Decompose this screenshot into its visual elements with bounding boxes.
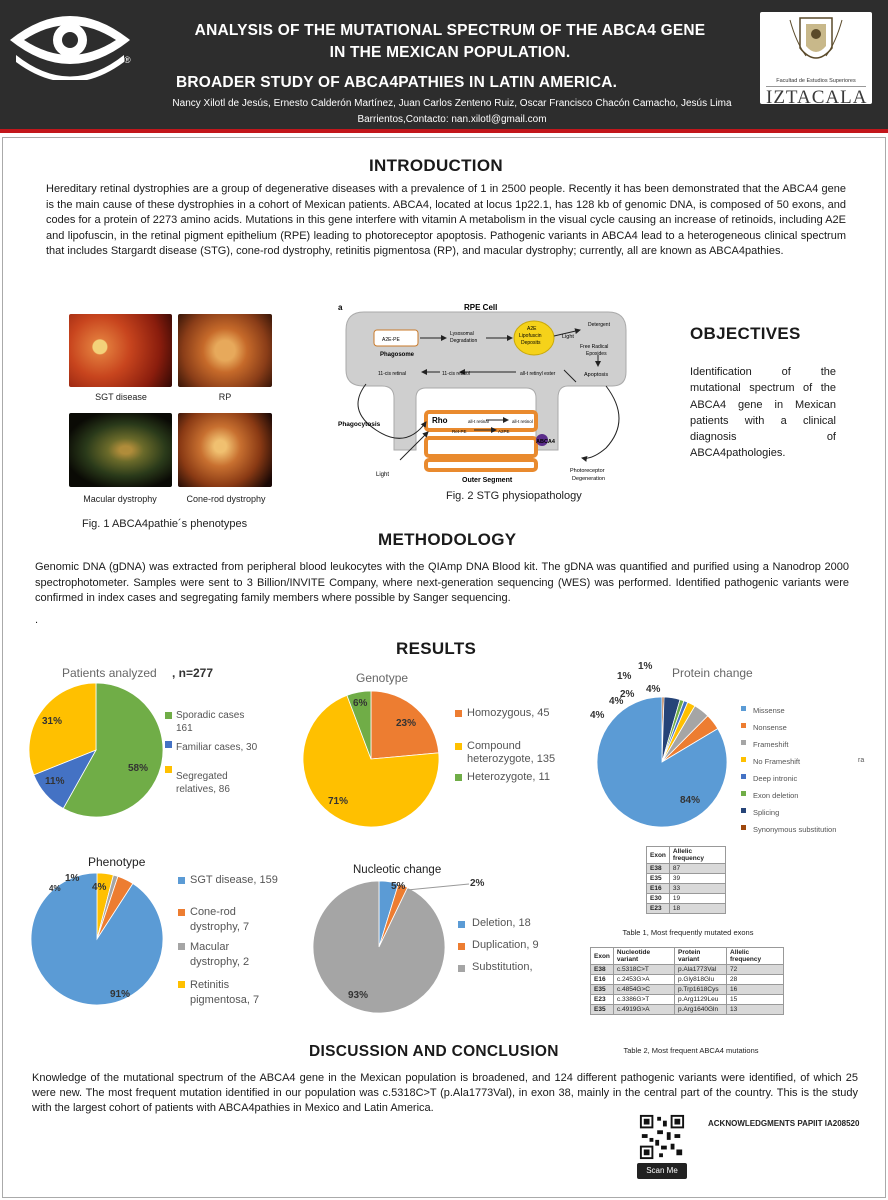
fundus-photo-sgt — [69, 314, 172, 387]
chart2-legend-swatch-homozygous — [455, 710, 462, 717]
chart5-legend-swatch-substitution — [458, 965, 465, 972]
chart1-legend-sporadic-count: 161 — [176, 723, 193, 734]
table-cell: 33 — [669, 884, 725, 894]
chart4-pct-rp: 4% — [92, 882, 107, 893]
chart3-pct-exondeletion: 1% — [638, 661, 653, 672]
chart1-legend-swatch-sporadic — [165, 712, 172, 719]
table-cell: 13 — [727, 1005, 784, 1015]
fig2-free-radical: Free Radical — [580, 344, 609, 350]
fig2-caption: Fig. 2 STG physiopathology — [446, 490, 582, 502]
chart4-title: Phenotype — [88, 855, 146, 869]
chart3-legend-exon-deletion: Exon deletion — [753, 791, 799, 800]
chart1-title: Patients analyzed — [62, 666, 157, 680]
table-cell: c.4919G>A — [613, 1005, 674, 1015]
table-cell: p.Trp1618Cys — [674, 985, 726, 995]
chart1-legend-sporadic — [176, 709, 244, 735]
chart2-legend-compound-count: heterozygote, 135 — [467, 753, 556, 765]
unam-name: IZTACALA — [766, 87, 868, 108]
table2-caption: Table 2, Most frequent ABCA4 mutations — [623, 1046, 759, 1055]
title-line-3: BROADER STUDY OF ABCA4PATHIES IN LATIN AMERICA. — [176, 74, 618, 91]
table-cell: 15 — [727, 995, 784, 1005]
fig2-epoxides: Epoxides — [586, 351, 607, 357]
chart4-legend-swatch-macular — [178, 943, 185, 950]
chart5-legend-duplication: Duplication, 9 — [472, 939, 539, 951]
fig2-lipofuscin: Lipofuscin — [519, 333, 542, 339]
fig2-phagocytosis: Phagocytosis — [338, 421, 381, 428]
table1-header-exon: Exon — [647, 847, 670, 864]
fig2-a2e-pe: A2E-PE — [382, 337, 400, 343]
chart2-pct-homozygous: 23% — [396, 718, 417, 729]
table-cell: c.3386G>T — [613, 995, 674, 1005]
chart3-legend-swatch-1 — [741, 723, 746, 728]
table-cell: p.Arg1129Leu — [674, 995, 726, 1005]
table-cell: p.Gly818Glu — [674, 975, 726, 985]
chart4-pct-sgt: 91% — [110, 989, 131, 1000]
chart4-legend-swatch-sgt — [178, 877, 185, 884]
table2-header-protein: Protein variant — [674, 948, 726, 965]
authors-line-1: Nancy Xilotl de Jesús, Ernesto Calderón Martínez, Juan Carlos Zenteno Ruiz, Oscar Francisco Chacón Camacho, Jesús Lima — [172, 98, 732, 109]
table-row — [591, 965, 784, 975]
chart5-title: Nucleotic change — [353, 864, 442, 876]
chart2-legend-heterozygote: Heterozygote, 11 — [467, 771, 550, 783]
intro-heading: INTRODUCTION — [369, 156, 503, 175]
chart3-legend-swatch-6 — [741, 808, 746, 813]
chart1-subtitle: , n=277 — [172, 666, 214, 680]
chart2-pie — [302, 690, 440, 828]
table-cell: 18 — [669, 904, 725, 914]
chart2-title: Genotype — [356, 671, 409, 685]
results-heading: RESULTS — [396, 639, 477, 658]
pie-slice-substitution — [313, 881, 445, 1013]
chart1-pct-segregated: 31% — [42, 716, 63, 727]
table1-mutated-exons — [646, 846, 726, 914]
chart5-legend-swatch-duplication — [458, 943, 465, 950]
discussion-text: Knowledge of the mutational spectrum of the ABCA4 gene in the Mexican population is broadened, and 124 different pathogenic variants were identified, of which 25 were new. The most frequent mutation identified in our population was c.5318C>T (p.Ala1773Val), in exon 38, mainly in the central part of the country. This is the study with the largest cohort of patients with ABCA4pathies in Mexico and Latin America. — [32, 1072, 858, 1114]
table-cell: E38 — [647, 864, 670, 874]
table-cell: E16 — [647, 884, 670, 894]
fig1-label-sgt: SGT disease — [95, 392, 147, 402]
chart1-pie — [28, 682, 164, 818]
table-cell: p.Arg1640Gln — [674, 1005, 726, 1015]
chart2-legend-compound — [467, 740, 555, 766]
acknowledgments: ACKNOWLEDGMENTS PAPIIT IA208520 — [708, 1119, 860, 1128]
objectives-heading: OBJECTIVES — [690, 324, 801, 343]
fig2-deposits: Deposits — [521, 340, 541, 346]
chart5-legend-deletion: Deletion, 18 — [472, 917, 531, 929]
chart3-legend-synonymous-substitution: Synonymous substitution — [753, 825, 837, 834]
chart4-legend-rp-count: pigmentosa, 7 — [190, 994, 260, 1006]
chart3-legend-swatch-4 — [741, 774, 746, 779]
fundus-photo-macular — [69, 413, 172, 487]
chart4-legend-macular-count: dystrophy, 2 — [190, 956, 250, 968]
chart4-legend-conerod-label: Cone-rod — [190, 906, 236, 918]
chart4-legend-sgt: SGT disease, 159 — [190, 874, 278, 886]
fundus-photo-rp — [178, 314, 272, 387]
chart4-pct-conerod: 4% — [49, 884, 61, 893]
fig2-all-t-retinol: all-t retinol — [512, 419, 533, 424]
table-cell: 16 — [727, 985, 784, 995]
table-cell: E30 — [647, 894, 670, 904]
qr-code-icon[interactable] — [638, 1112, 686, 1162]
fig2-light: Light — [376, 472, 390, 478]
chart4-pct-macular: 1% — [65, 873, 80, 884]
fig2-outer-segment: Outer Segment — [462, 477, 513, 484]
table-cell: E23 — [647, 904, 670, 914]
chart5-pct-duplication: 2% — [470, 878, 485, 889]
chart5-pct-substitution: 93% — [348, 990, 369, 1001]
fig2-degeneration: Degeneration — [572, 476, 606, 482]
table-row — [647, 904, 726, 914]
chart3-legend-swatch-5 — [741, 791, 746, 796]
stg-physiopathology-diagram — [336, 300, 636, 488]
fig2-rpe-cell: RPE Cell — [464, 303, 498, 312]
chart3-legend-deep-intronic: Deep intronic — [753, 774, 798, 783]
fig2-panel-label: a — [338, 303, 343, 312]
table2-header-frequency: Allelic frequency — [727, 948, 784, 965]
fig1-label-rp: RP — [218, 392, 232, 402]
chart4-legend-rp — [190, 978, 259, 1008]
chart1-legend-sporadic-label: Sporadic cases — [176, 710, 245, 721]
chart3-pct-frameshift: 4% — [609, 696, 624, 707]
table-cell: c.4854G>C — [613, 985, 674, 995]
chart4-legend-conerod — [190, 905, 249, 935]
unam-faculty: Facultad de Estudios Superiores — [776, 78, 856, 84]
table1-caption: Table 1, Most frequently mutated exons — [622, 928, 754, 937]
chart3-legend-missense: Missense — [753, 706, 785, 715]
table-row — [647, 864, 726, 874]
chart2-legend-compound-label: Compound — [467, 740, 521, 752]
title-line-2: IN THE MEXICAN POPULATION. — [329, 44, 571, 61]
fig2-light-top: Light — [562, 334, 574, 340]
table-cell: c.5318C>T — [613, 965, 674, 975]
table-cell: E35 — [591, 1005, 614, 1015]
table-row — [647, 894, 726, 904]
table-row — [647, 874, 726, 884]
unam-logo — [760, 12, 872, 108]
table-row — [647, 884, 726, 894]
chart3-stray-label: ra — [858, 757, 865, 764]
table-cell: 87 — [669, 864, 725, 874]
table-cell: 19 — [669, 894, 725, 904]
chart1-legend-segregated-label: Segregated — [176, 771, 228, 782]
fig2-cis-retinal: 11-cis retinal — [378, 371, 406, 377]
chart1-legend-segregated-count: relatives, 86 — [176, 784, 230, 795]
chart2-pct-compound: 71% — [328, 796, 349, 807]
methodology-heading: METHODOLOGY — [378, 530, 517, 549]
table2-header-exon: Exon — [591, 948, 614, 965]
chart4-legend-macular — [190, 940, 249, 970]
chart3-pct-splicing: 4% — [646, 684, 661, 695]
fig1-label-macular: Macular dystrophy — [83, 494, 157, 504]
chart1-pct-sporadic: 58% — [128, 763, 149, 774]
chart3-title: Protein change — [672, 666, 753, 680]
intro-text: Hereditary retinal dystrophies are a group of degenerative diseases with a prevalence of 1 in 2500 people. Recently it has been demonstrated that the ABCA4 gene is the main cause of these dystrophies in a cohort of Mexican patients. ABCA4, located at locus 1p22.1, has 128 kb of genomic DNA, is composed of 50 exons, and codes for a protein of 2273 amino acids. Mutations in this gene interfere with vitamin A metabolism in the visual cycle causing an increase of retinoids, including A2E and lipofuscin, in the retinal pigment epithelium (RPE) leading to photoreceptor apoptosis. Pathogenic variants in ABCA4 lead to a heterogeneous clinical spectrum that includes Stargardt disease (STG), cone-rod dystrophy, retinitis pigmentosa (RP), and macular dystrophy; currently, all are known as ABCA4pathies. — [46, 183, 846, 257]
poster-header — [0, 0, 888, 133]
table-cell: c.2453G>A — [613, 975, 674, 985]
chart4-legend-swatch-conerod — [178, 909, 185, 916]
fig2-a2e: A2E — [527, 326, 537, 332]
methodology-text: Genomic DNA (gDNA) was extracted from peripheral blood leukocytes with the QIAmp DNA Blood kit. The gDNA was quantified and purified using a Nanodrop 2000 spectrophotometer. Samples were sent to 3 Billion/INVITE Company, where next-generation sequencing (WES) was performed. Identified pathogenic variants were confirmed in index cases and segregating family members where possible by Sanger sequencing. — [35, 561, 849, 604]
chart4-legend-macular-label: Macular — [190, 941, 230, 953]
chart5-pie — [312, 880, 446, 1014]
chart1-legend-segregated — [176, 770, 230, 796]
fig2-all-t-retinal: all-t retinal — [468, 419, 489, 424]
fig2-all-t-ester: all-t retinyl ester — [520, 371, 556, 377]
title-line-1: ANALYSIS OF THE MUTATIONAL SPECTRUM OF THE ABCA4 GENE — [194, 22, 706, 39]
chart3-legend-swatch-7 — [741, 825, 746, 830]
chart1-legend-swatch-familiar — [165, 741, 172, 748]
table-cell: 72 — [727, 965, 784, 975]
chart3-legend-swatch-0 — [741, 706, 746, 711]
authors-line-2: Barrientos,Contacto: nan.xilotl@gmail.com — [357, 114, 547, 125]
chart1-legend-familiar: Familiar cases, 30 — [176, 742, 258, 753]
chart3-legend-splicing: Splicing — [753, 808, 780, 817]
chart3-pct-noframeshift: 2% — [620, 689, 635, 700]
registered-mark: ® — [124, 55, 131, 65]
table1-header-frequency: Allelic frequency — [669, 847, 725, 864]
chart3-pct-deepintronic: 1% — [617, 671, 632, 682]
chart1-pct-familiar: 11% — [45, 776, 65, 787]
fundus-photo-conerod — [178, 413, 272, 487]
table-cell: E35 — [647, 874, 670, 884]
chart5-legend-substitution: Substitution, — [472, 961, 533, 973]
fig2-rho: Rho — [432, 416, 448, 425]
table-cell: E23 — [591, 995, 614, 1005]
table-cell: p.Ala1773Val — [674, 965, 726, 975]
fig1-caption: Fig. 1 ABCA4pathie´s phenotypes — [82, 518, 248, 530]
chart2-legend-swatch-heterozygote — [455, 774, 462, 781]
unam-shield-icon — [760, 12, 872, 72]
chart5-leader-line — [405, 880, 471, 892]
table-cell: E16 — [591, 975, 614, 985]
chart2-legend-homozygous: Homozygous, 45 — [467, 707, 550, 719]
fig1-label-conerod: Cone-rod dystrophy — [186, 494, 266, 504]
fig2-detergent: Detergent — [588, 322, 610, 328]
fig2-a2pe: A2PE — [498, 429, 510, 434]
chart2-legend-swatch-compound — [455, 743, 462, 750]
fig2-abca4: ABCA4 — [536, 439, 555, 445]
chart3-legend-swatch-2 — [741, 740, 746, 745]
chart5-legend-swatch-deletion — [458, 921, 465, 928]
authors — [150, 96, 754, 128]
chart4-legend-conerod-count: dystrophy, 7 — [190, 921, 250, 933]
fig2-ret-pe: Ret-PE — [452, 429, 467, 434]
scan-me-button[interactable]: Scan Me — [637, 1163, 687, 1179]
chart3-legend-nonsense: Nonsense — [753, 723, 787, 732]
table-row — [591, 985, 784, 995]
chart1-legend-swatch-segregated — [165, 766, 172, 773]
chart4-legend-rp-label: Retinitis — [190, 979, 230, 991]
chart3-pie — [596, 696, 728, 828]
table-row — [591, 995, 784, 1005]
chart2-pct-heterozygote: 6% — [353, 698, 368, 709]
poster-title — [150, 20, 750, 94]
table-cell: E38 — [591, 965, 614, 975]
table2-frequent-mutations — [590, 947, 784, 1015]
chart3-legend-frameshift: Frameshift — [753, 740, 789, 749]
table2-header-nucleotide: Nucleotide variant — [613, 948, 674, 965]
eye-logo-icon — [6, 10, 134, 80]
fig2-photoreceptor: Photoreceptor — [570, 468, 605, 474]
objectives-text: Identification of the mutational spectrum of the ABCA4 gene in Mexican patients with a clinical diagnosis of ABCA4pathologies. — [690, 366, 836, 460]
table-row — [591, 975, 784, 985]
methodology-dot: . — [35, 614, 39, 626]
fig2-degr: Degradation — [450, 338, 478, 344]
chart3-pct-nonsense: 4% — [590, 710, 605, 721]
table-cell: E35 — [591, 985, 614, 995]
discussion-heading: DISCUSSION AND CONCLUSION — [309, 1043, 559, 1060]
table-cell: 39 — [669, 874, 725, 884]
table-cell: 28 — [727, 975, 784, 985]
fig2-phagosome: Phagosome — [380, 352, 415, 358]
chart5-pct-deletion: 5% — [391, 881, 406, 892]
fig2-cis-retinol: 11-cis retinol — [442, 371, 470, 377]
chart4-legend-swatch-rp — [178, 981, 185, 988]
table-row — [591, 1005, 784, 1015]
chart3-legend-no-frameshift: No Frameshift — [753, 757, 801, 766]
fig2-lyso: Lysosomal — [450, 331, 474, 337]
fig2-apoptosis: Apoptosis — [584, 372, 609, 378]
chart3-legend-swatch-3 — [741, 757, 746, 762]
chart3-pct-missense: 84% — [680, 795, 701, 806]
